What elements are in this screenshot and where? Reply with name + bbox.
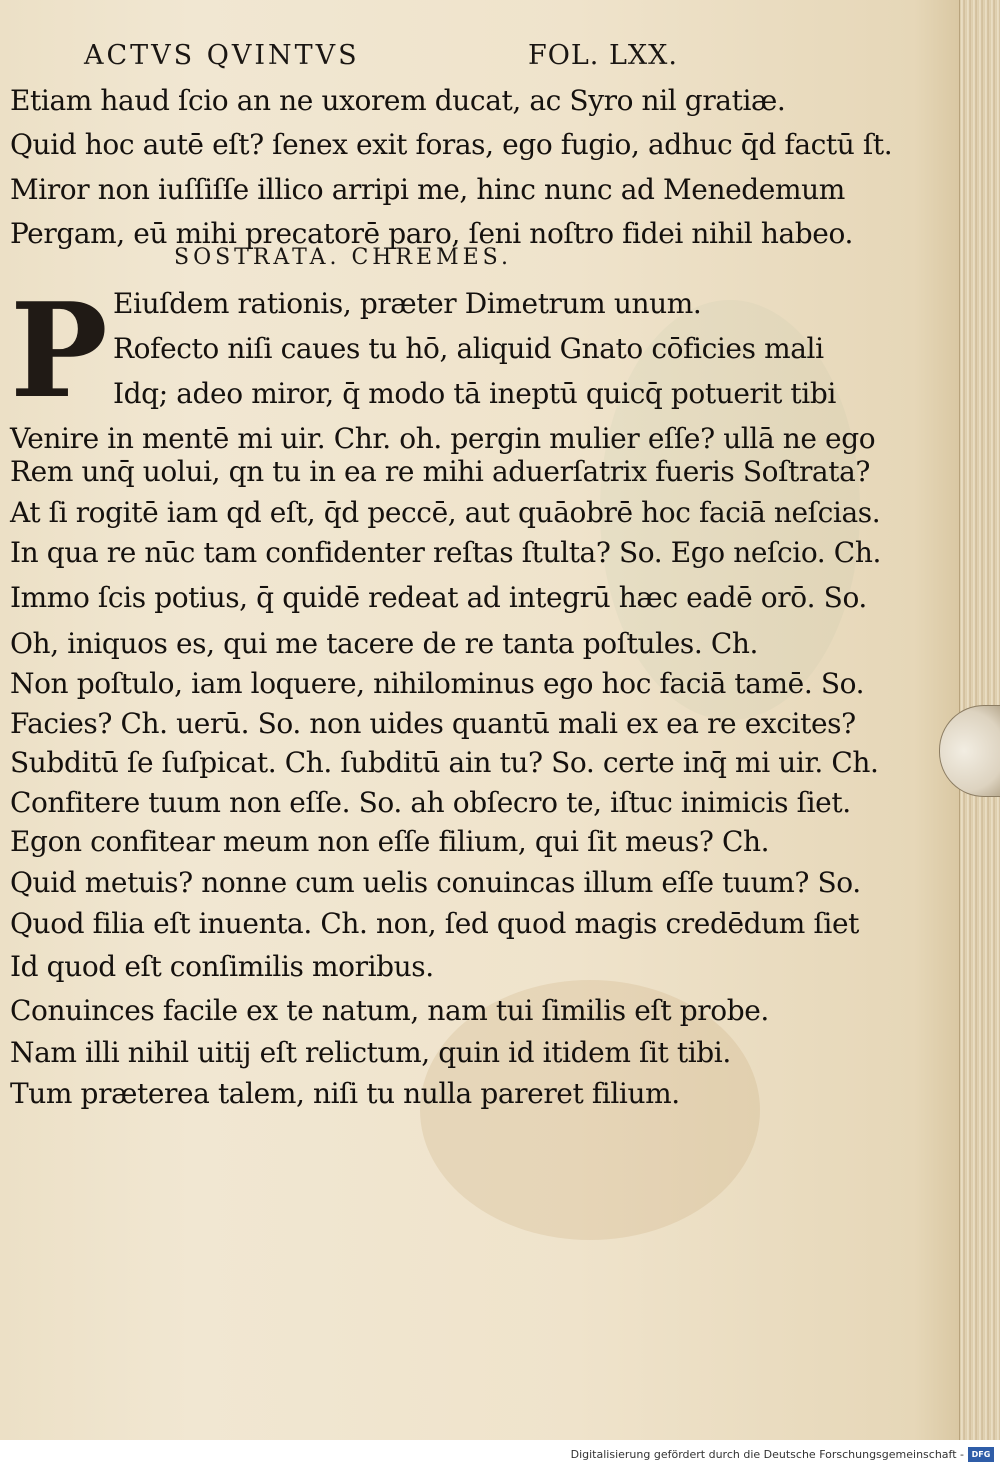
text-line: Conuinces facile ex te natum, nam tui ſimilis eſt probe. [10,994,769,1027]
text-line: Etiam haud ſcio an ne uxorem ducat, ac Syro nil gratiæ. [10,84,786,117]
text-line: Facies? Ch. uerū. So. non uides quantū mali ex ea re excites? [10,707,856,740]
text-line: Idq; adeo miror, q̄ modo tā ineptū quicq̄ potuerit tibi [113,377,836,410]
running-head-title: ACTVS QVINTVS [84,40,360,71]
dfg-logo-icon: DFG [968,1447,994,1462]
text-line: Quid metuis? nonne cum uelis conuincas illum eſſe tuum? So. [10,866,861,899]
text-line: Immo ſcis potius, q̄ quidē redeat ad integrū hæc eadē orō. So. [10,581,867,614]
funding-credit: Digitalisierung gefördert durch die Deutsche Forschungsgemeinschaft - [570,1448,964,1461]
text-line: Quod filia eſt inuenta. Ch. non, ſed quod magis credēdum ſiet [10,907,860,940]
text-line: Non poſtulo, iam loquere, nihilominus ego hoc faciā tamē. So. [10,667,865,700]
text-line: Quid hoc autē eſt? ſenex exit foras, ego fugio, adhuc q̄d factū ſt. [10,128,893,161]
text-line: Venire in mentē mi uir. Chr. oh. pergin mulier eſſe? ullā ne ego [10,422,876,455]
text-line: Eiuſdem rationis, præter Dimetrum unum. [113,287,702,320]
text-line: Egon confitear meum non eſſe filium, qui ſit meus? Ch. [10,825,770,858]
text-line: Subditū ſe ſuſpicat. Ch. ſubditū ain tu? So. certe inq̄ mi uir. Ch. [10,746,879,779]
text-line: Rem unq̄ uolui, qn tu in ea re mihi aduerſatrix fueris Soſtrata? [10,455,870,488]
text-line: Oh, iniquos es, qui me tacere de re tanta poſtules. Ch. [10,627,759,660]
footer-bar [0,1440,1000,1471]
folio-number: FOL. LXX. [528,40,678,71]
text-line: Id quod eſt conſimilis moribus. [10,950,434,983]
text-line: Rofecto niſi caues tu hō, aliquid Gnato cōficies mali [113,332,824,365]
scene-speakers-heading: SOSTRATA. CHREMES. [174,245,512,270]
text-line: Miror non iuſſiſſe illico arripi me, hinc nunc ad Menedemum [10,173,845,206]
decorated-initial: P [10,274,108,427]
text-line: Nam illi nihil uitij eſt relictum, quin id itidem ſit tibi. [10,1036,731,1069]
text-line: At ſi rogitē iam qd eſt, q̄d peccē, aut quāobrē hoc faciā neſcias. [10,496,881,529]
text-line: Tum præterea talem, niſi tu nulla pareret filium. [10,1077,680,1110]
text-line: Confitere tuum non eſſe. So. ah obſecro te, iſtuc inimicis ſiet. [10,786,851,819]
text-line: Pergam, eū mihi precatorē paro, ſeni noſtro fidei nihil habeo. [10,217,853,250]
text-line: In qua re nūc tam confidenter reſtas ſtulta? So. Ego neſcio. Ch. [10,536,881,569]
